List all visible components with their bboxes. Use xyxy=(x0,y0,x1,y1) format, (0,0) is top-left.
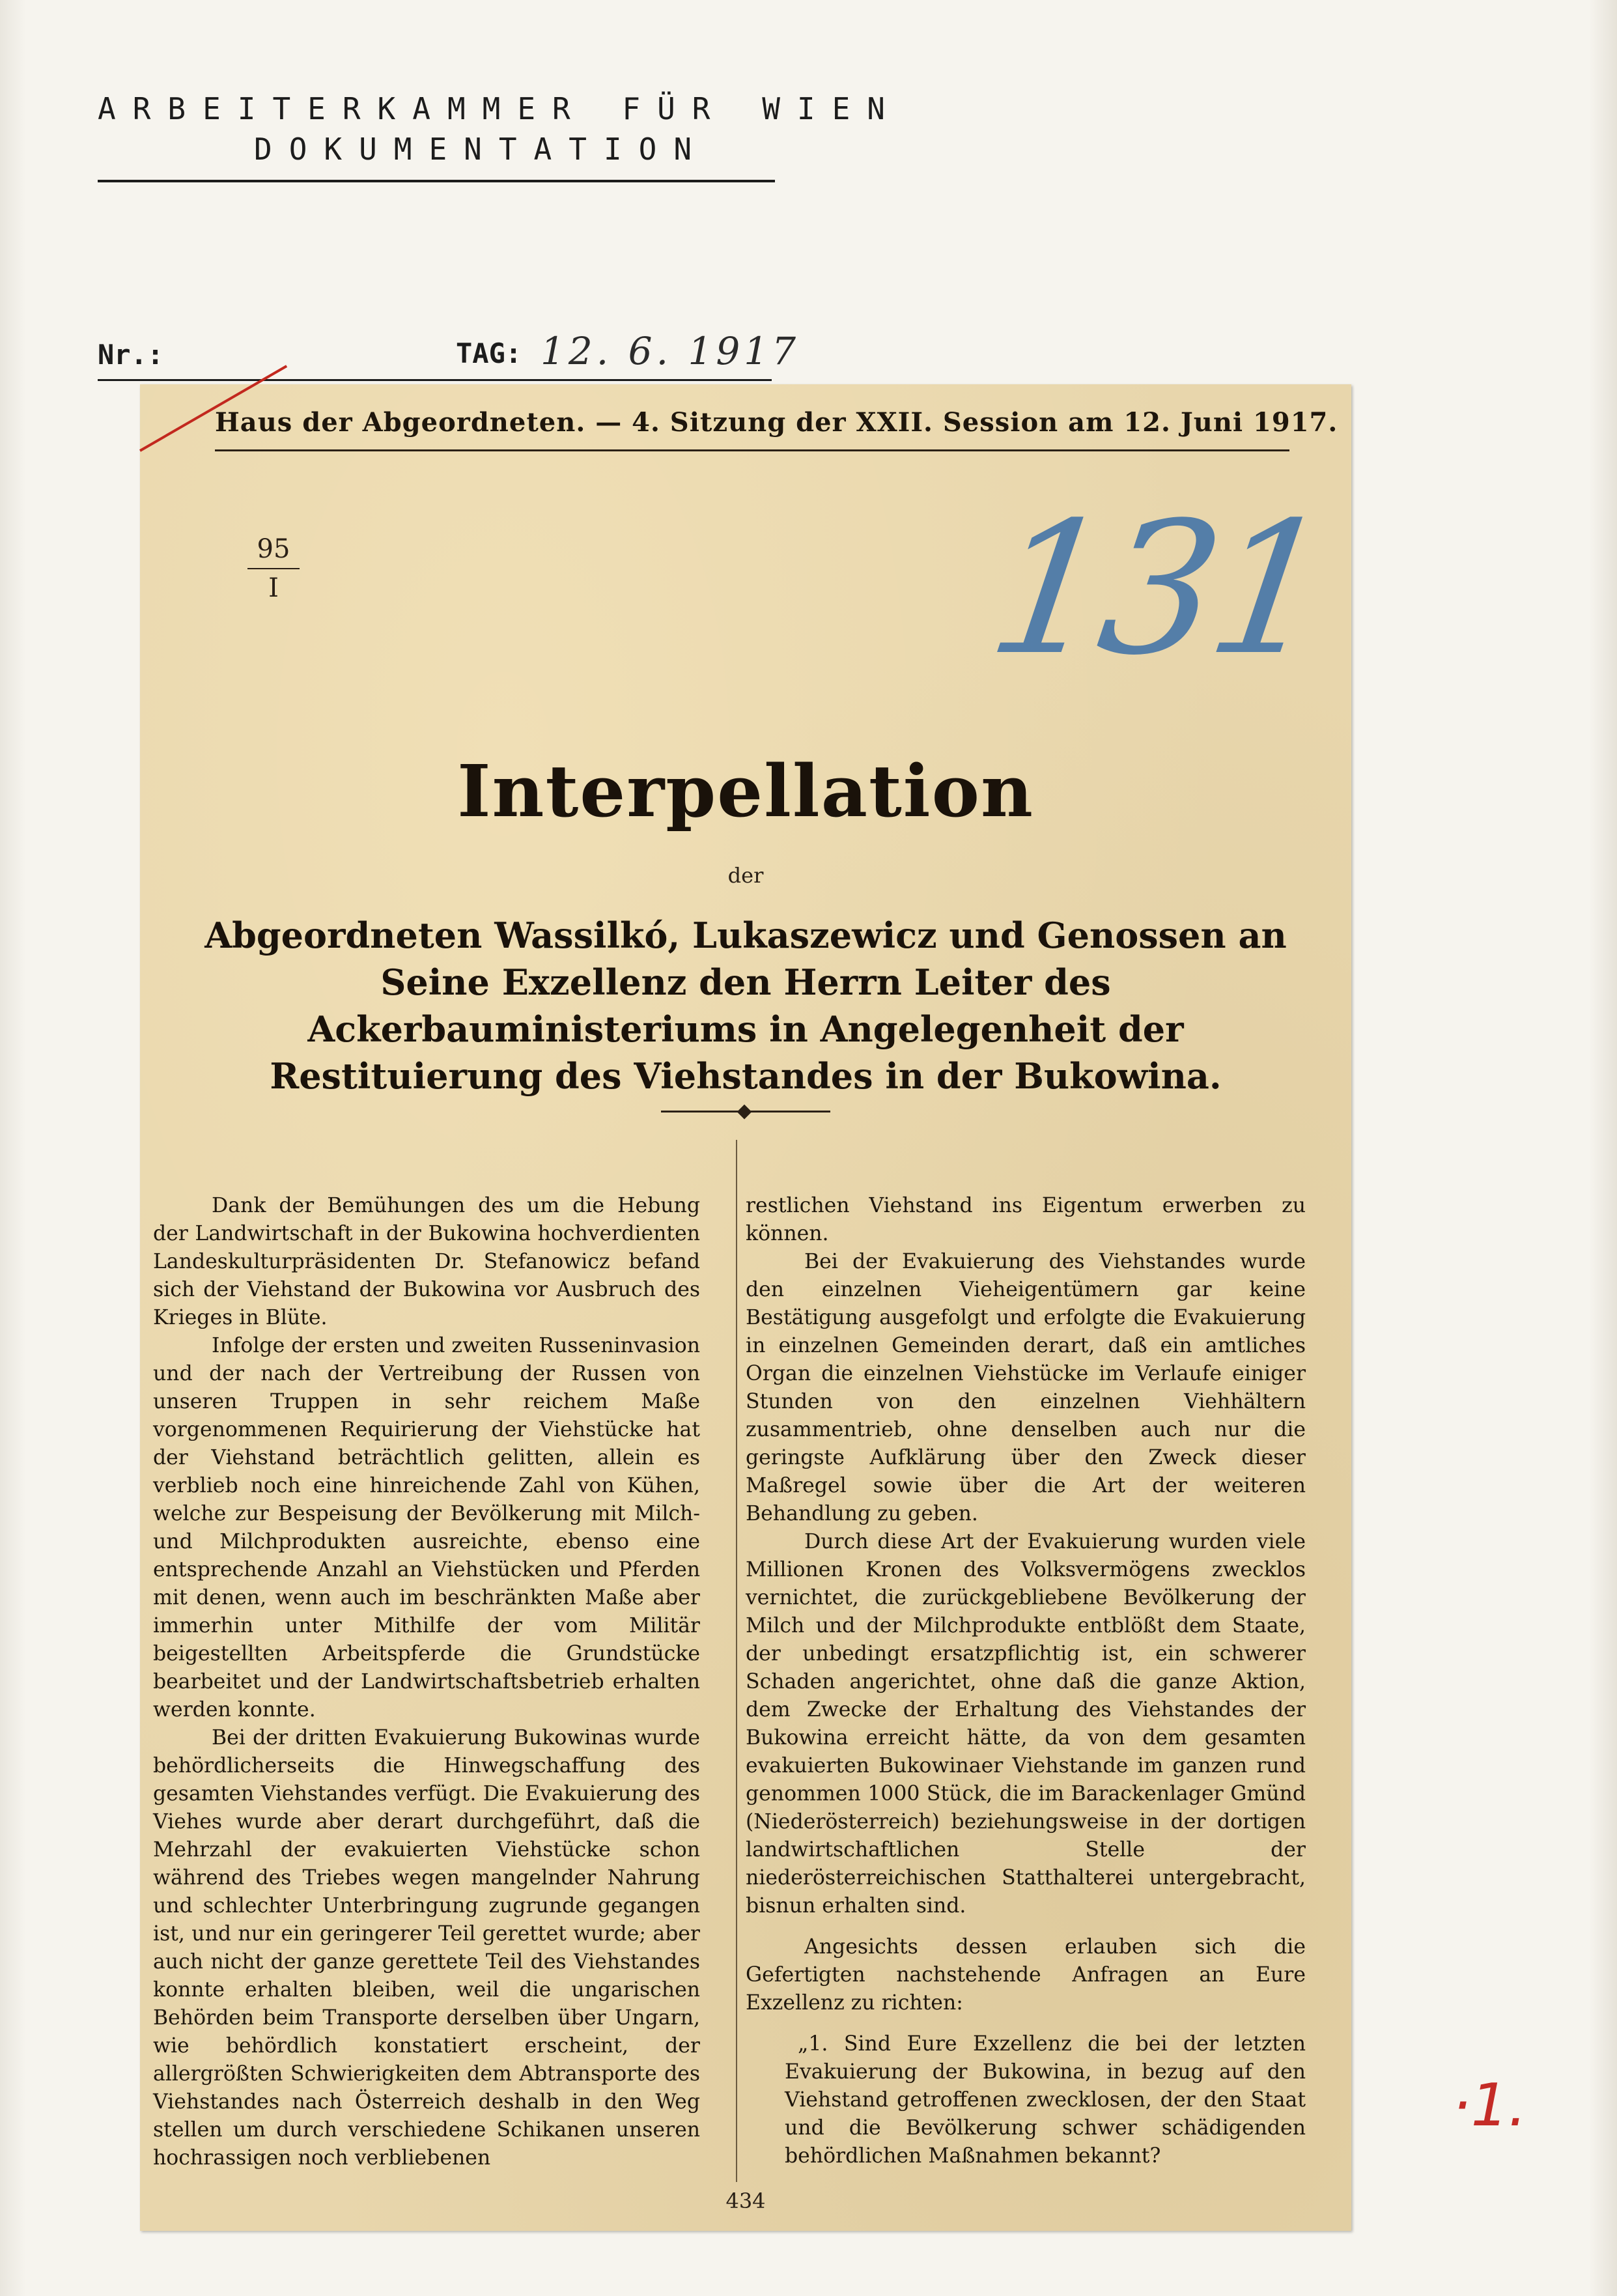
title-connector: der xyxy=(727,863,764,888)
record-date-label: TAG: xyxy=(456,337,522,369)
left-paragraph: Dank der Bemühungen des um die Hebung der Landwirtschaft in der Bukowina hochverdienten Landeskulturpräsidenten Dr. Stefanowicz befand sich der Viehstand der Bukowina vor Ausbruch des Krieges in Blüte. xyxy=(153,1194,700,1329)
column-separator xyxy=(736,1140,737,2182)
page-number-rule xyxy=(247,568,300,569)
left-paragraph: Infolge der ersten und zweiten Russeninvasion und der nach der Vertreibung der Russen von unseren Truppen in sehr reichem Maße vorgenommenen Requirierung der Viehstücke hat der Viehstand beträchtlich gelitten, allein es verblieb noch eine hinreichende Zahl von Kühen, welche zur Bespeisung der Bevölkerung mit Milch- und Milchprodukten ausreichte, ebenso eine entsprechende Anzahl an Viehstücken und Pferden mit denen, wenn auch im beschränkten Maße aber immerhin unter Mithilfe der vom Militär beigestellten Arbeitspferde die Grundstücke bearbeitet und der Landwirtschaftsbetrieb erhalten werden konnte. xyxy=(153,1334,700,1722)
page-number-block xyxy=(238,534,309,603)
red-ink-annotation: ·1. xyxy=(1452,2071,1527,2140)
right-paragraph: Angesichts dessen erlauben sich die Gefertigten nachstehende Anfragen an Eure Exzellenz zu richten: xyxy=(746,1935,1306,2015)
record-date-handwritten: 12. 6. 1917 xyxy=(541,329,800,373)
blue-pencil-number: 131 xyxy=(978,483,1337,696)
clipping-page-number: 434 xyxy=(725,2189,766,2213)
letterhead-rule xyxy=(98,180,775,182)
question-item: „1. Sind Eure Exzellenz die bei der letzten Evakuierung der Bukowina, in bezug auf den Viehstand getroffenen zwecklosen, der den Staat und die Bevölkerung schwer schädigenden behördlichen Maßnahmen bekannt? xyxy=(785,2032,1306,2168)
left-paragraph: Bei der dritten Evakuierung Bukowinas wurde behördlicherseits die Hinwegschaffung des gesamten Viehstandes verfügt. Die Evakuierung des Viehes wurde aber derart durchgeführt, daß die Mehrzahl der evakuierten Viehstücke schon während des Triebes wegen mangelnder Nahrung und schlechter Unterbringung zugrunde gegangen ist, und nur ein geringerer Teil gerettet wurde; aber auch nicht der ganze gerettete Teil des Viehstandes konnte erhalten bleiben, weil die ungarischen Behörden beim Transporte derselben über Ungarn, wie behördlich konstatiert erscheint, der allergrößten Schwierigkeiten dem Abtransporte des Viehstandes nach Österreich deshalb in den Weg stellen um durch verschiedene Schikanen unseren hochrassigen noch verbliebenen xyxy=(153,1726,700,2170)
page-number-bottom: I xyxy=(268,573,279,603)
document-subtitle: Abgeordneten Wassilkó, Lukaszewicz und Genossen an Seine Exzellenz den Herrn Leiter des Ackerbauministeriums in Angelegenheit der Restituierung des Viehstandes in der Bukowina. xyxy=(204,914,1287,1097)
right-column xyxy=(746,1192,1306,2170)
show-through-left xyxy=(374,482,700,1231)
clipping-header-rule xyxy=(215,449,1289,451)
record-number-label: Nr.: xyxy=(98,339,164,371)
divider-ornament xyxy=(737,1105,752,1120)
right-paragraph: Bei der Evakuierung des Viehstandes wurde den einzelnen Vieheigentümern gar keine Bestätigung ausgefolgt und erfolgte die Evakuierung in einzelnen Gemeinden derart, daß ein amtliches Organ die einzelnen Viehstücke im Verlaufe einiger Stunden von den einzelnen Viehhältern zusammentrieb, ohne denselben auch nur die geringste Aufklärung über den Zweck dieser Maßregel sowie über die Art der weiteren Behandlung zu geben. xyxy=(746,1250,1306,1525)
clipping-header: Haus der Abgeordneten. — 4. Sitzung der XXII. Session am 12. Juni 1917. xyxy=(215,407,1338,438)
newspaper-clipping xyxy=(140,384,1351,2231)
record-rule xyxy=(98,379,772,381)
right-paragraph: restlichen Viehstand ins Eigentum erwerben zu können. xyxy=(746,1194,1306,1245)
letterhead-organization: ARBEITERKAMMER FÜR WIEN xyxy=(98,91,902,126)
document-title: Interpellation xyxy=(457,749,1034,833)
right-paragraph: Durch diese Art der Evakuierung wurden viele Millionen Kronen des Volksvermögens zwecklos vernichtet, die zurückgebliebene Bevölkerung der Milch und der Milchprodukte entblößt dem Staate, der unbedingt ersatzpflichtig ist, ein schwerer Schaden angerichtet, ohne daß die ganze Aktion, dem Zwecke der Erhaltung des Viehstandes der Bukowina erreicht hätte, da von dem gesamten evakuierten Bukowinaer Viehstande im ganzen rund genommen 1000 Stück, die im Barackenlager Gmünd (Niederösterreich) beziehungsweise in der dortigen landwirtschaftlichen Stelle der niederösterreichischen Statthalterei untergebracht, bisnun erhalten sind. xyxy=(746,1530,1306,1918)
left-column xyxy=(153,1192,700,2172)
page-number-top: 95 xyxy=(257,534,290,564)
letterhead-department: DOKUMENTATION xyxy=(254,132,709,167)
